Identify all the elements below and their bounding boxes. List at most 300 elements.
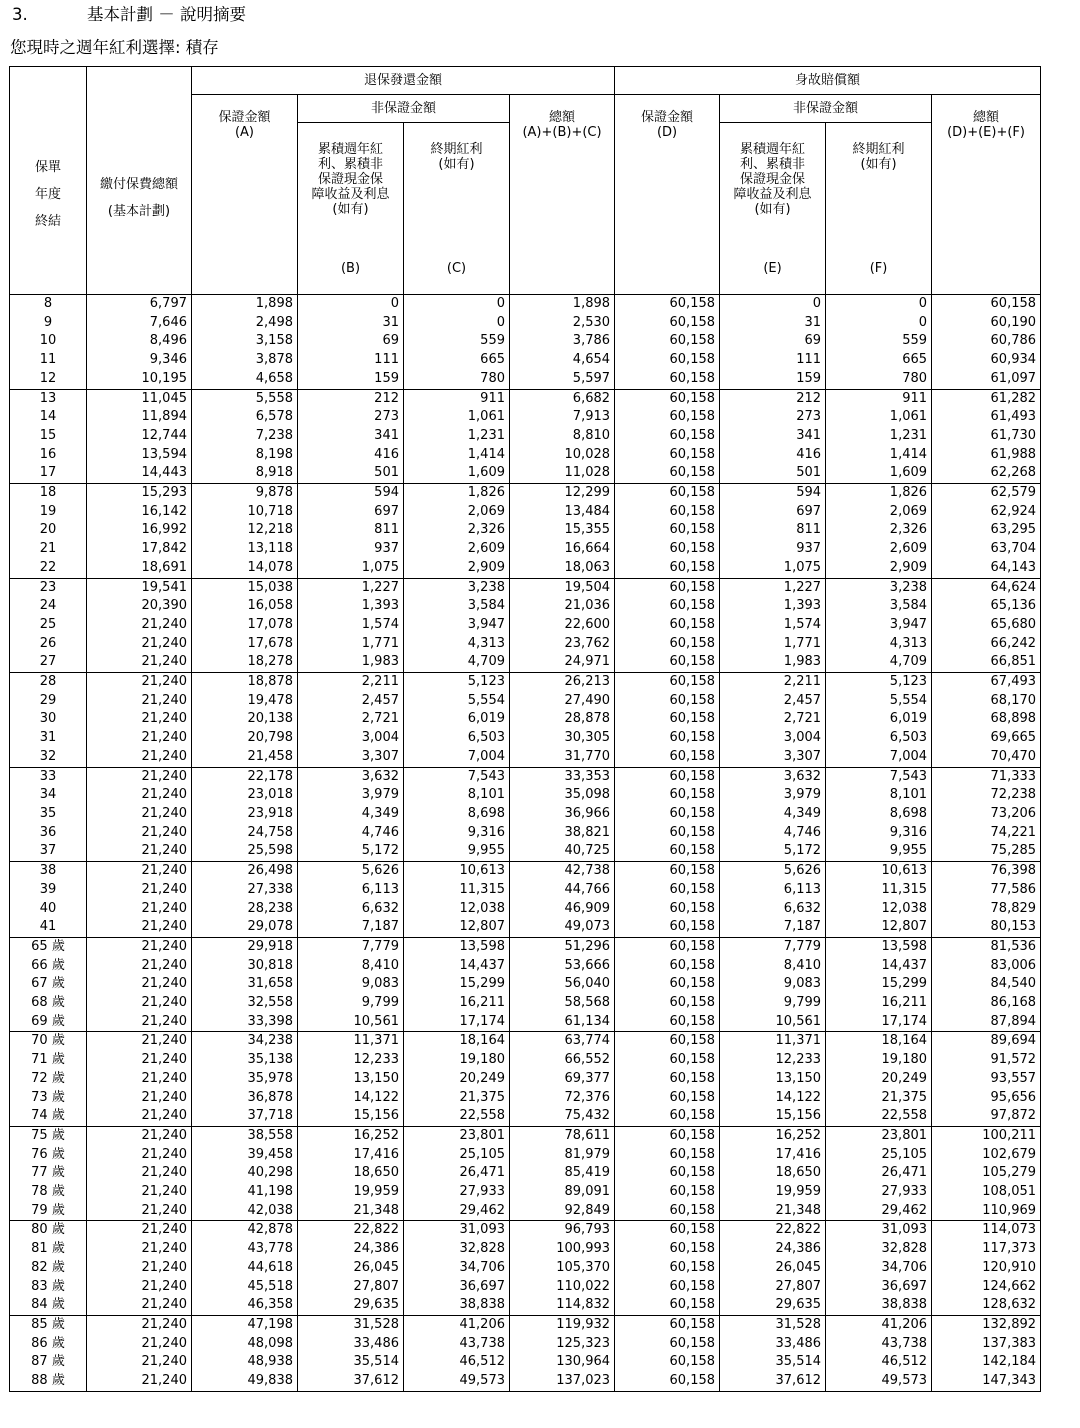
cell-terminal-f: 4,313 [826,635,932,654]
cell-total-surrender: 89,091 [510,1183,615,1202]
cell-terminal-f: 15,299 [826,975,932,994]
cell-total-surrender: 36,966 [510,805,615,824]
cell-total-premiums: 13,594 [87,446,192,465]
cell-total-premiums: 21,240 [87,692,192,711]
cell-accumulated-b: 1,574 [298,616,404,635]
cell-total-premiums: 21,240 [87,994,192,1013]
cell-total-premiums: 21,240 [87,842,192,861]
cell-terminal-c: 0 [404,295,510,314]
cell-policy-year: 40 [10,900,87,919]
cell-total-death: 67,493 [932,673,1041,692]
cell-guaranteed-a: 33,398 [192,1013,298,1032]
cell-accumulated-b: 35,514 [298,1353,404,1372]
cell-guaranteed-a: 47,198 [192,1315,298,1334]
cell-total-death: 70,470 [932,748,1041,767]
cell-total-surrender: 35,098 [510,786,615,805]
cell-guaranteed-a: 7,238 [192,427,298,446]
cell-accumulated-e: 3,004 [720,729,826,748]
cell-accumulated-b: 501 [298,464,404,483]
cell-accumulated-b: 69 [298,332,404,351]
cell-total-death: 84,540 [932,975,1041,994]
cell-guaranteed-a: 24,758 [192,824,298,843]
cell-total-death: 132,892 [932,1315,1041,1334]
cell-terminal-f: 17,174 [826,1013,932,1032]
cell-accumulated-e: 31,528 [720,1315,826,1334]
cell-guaranteed-a: 16,058 [192,597,298,616]
cell-accumulated-b: 37,612 [298,1372,404,1391]
cell-total-surrender: 28,878 [510,710,615,729]
cell-total-death: 105,279 [932,1164,1041,1183]
cell-accumulated-e: 0 [720,295,826,314]
cell-total-death: 76,398 [932,862,1041,881]
cell-total-death: 86,168 [932,994,1041,1013]
cell-terminal-f: 1,414 [826,446,932,465]
cell-terminal-c: 7,004 [404,748,510,767]
cell-accumulated-b: 5,172 [298,842,404,861]
cell-guaranteed-a: 17,678 [192,635,298,654]
cell-accumulated-e: 937 [720,540,826,559]
cell-policy-year: 80 歲 [10,1221,87,1240]
cell-guaranteed-a: 29,918 [192,937,298,956]
cell-accumulated-b: 5,626 [298,862,404,881]
cell-total-premiums: 21,240 [87,653,192,672]
cell-total-surrender: 5,597 [510,370,615,389]
table-row [10,1296,1041,1315]
table-row [10,937,1041,956]
cell-total-death: 97,872 [932,1107,1041,1126]
cell-accumulated-e: 273 [720,408,826,427]
cell-total-surrender: 7,913 [510,408,615,427]
cell-policy-year: 71 歲 [10,1051,87,1070]
cell-terminal-f: 1,231 [826,427,932,446]
cell-guaranteed-a: 41,198 [192,1183,298,1202]
cell-terminal-f: 780 [826,370,932,389]
cell-total-premiums: 21,240 [87,1335,192,1354]
cell-total-surrender: 119,932 [510,1315,615,1334]
cell-guaranteed-a: 29,078 [192,918,298,937]
cell-total-death: 95,656 [932,1089,1041,1108]
cell-total-surrender: 72,376 [510,1089,615,1108]
cell-total-surrender: 40,725 [510,842,615,861]
cell-accumulated-b: 2,721 [298,710,404,729]
cell-terminal-f: 29,462 [826,1202,932,1221]
cell-total-premiums: 21,240 [87,1240,192,1259]
cell-total-surrender: 100,993 [510,1240,615,1259]
cell-policy-year: 29 [10,692,87,711]
cell-total-surrender: 11,028 [510,464,615,483]
cell-terminal-c: 2,609 [404,540,510,559]
cell-guaranteed-a: 27,338 [192,881,298,900]
cell-accumulated-e: 10,561 [720,1013,826,1032]
cell-accumulated-e: 416 [720,446,826,465]
cell-terminal-f: 0 [826,295,932,314]
cell-guaranteed-a: 21,458 [192,748,298,767]
cell-total-death: 137,383 [932,1335,1041,1354]
cell-total-death: 93,557 [932,1070,1041,1089]
cell-terminal-f: 665 [826,351,932,370]
cell-terminal-f: 4,709 [826,653,932,672]
table-row [10,1032,1041,1051]
cell-total-surrender: 114,832 [510,1296,615,1315]
cell-policy-year: 79 歲 [10,1202,87,1221]
cell-accumulated-e: 9,799 [720,994,826,1013]
cell-policy-year: 27 [10,653,87,672]
cell-guaranteed-a: 12,218 [192,521,298,540]
cell-terminal-c: 8,101 [404,786,510,805]
cell-terminal-f: 27,933 [826,1183,932,1202]
cell-terminal-c: 4,313 [404,635,510,654]
cell-guaranteed-d: 60,158 [615,1335,720,1354]
cell-accumulated-e: 1,983 [720,653,826,672]
cell-accumulated-e: 6,113 [720,881,826,900]
cell-total-premiums: 21,240 [87,767,192,786]
table-row [10,1335,1041,1354]
cell-total-death: 74,221 [932,824,1041,843]
cell-terminal-f: 1,609 [826,464,932,483]
table-row [10,616,1041,635]
cell-terminal-c: 12,038 [404,900,510,919]
cell-policy-year: 84 歲 [10,1296,87,1315]
cell-accumulated-b: 4,349 [298,805,404,824]
cell-guaranteed-a: 9,878 [192,484,298,503]
cell-total-death: 108,051 [932,1183,1041,1202]
cell-guaranteed-d: 60,158 [615,1089,720,1108]
cell-total-surrender: 105,370 [510,1259,615,1278]
cell-accumulated-b: 1,983 [298,653,404,672]
table-row [10,578,1041,597]
cell-guaranteed-a: 13,118 [192,540,298,559]
cell-terminal-f: 6,503 [826,729,932,748]
cell-total-surrender: 38,821 [510,824,615,843]
cell-policy-year: 86 歲 [10,1335,87,1354]
cell-total-death: 63,295 [932,521,1041,540]
table-row [10,484,1041,503]
cell-accumulated-e: 13,150 [720,1070,826,1089]
cell-total-surrender: 69,377 [510,1070,615,1089]
cell-policy-year: 82 歲 [10,1259,87,1278]
cell-total-premiums: 17,842 [87,540,192,559]
cell-total-surrender: 16,664 [510,540,615,559]
cell-total-surrender: 12,299 [510,484,615,503]
cell-total-surrender: 21,036 [510,597,615,616]
header-policy-year-end: 保單 年度 終結 [10,67,87,295]
cell-accumulated-b: 1,075 [298,559,404,578]
cell-accumulated-e: 24,386 [720,1240,826,1259]
header-non-guaranteed-surrender: 非保證金額 [298,95,510,123]
cell-terminal-c: 29,462 [404,1202,510,1221]
cell-total-death: 63,704 [932,540,1041,559]
cell-guaranteed-a: 14,078 [192,559,298,578]
cell-total-surrender: 6,682 [510,389,615,408]
header-guaranteed-a: 保證金額 (A) [192,95,298,295]
table-row [10,295,1041,314]
cell-terminal-f: 9,955 [826,842,932,861]
cell-accumulated-e: 501 [720,464,826,483]
cell-total-surrender: 92,849 [510,1202,615,1221]
cell-policy-year: 41 [10,918,87,937]
cell-total-death: 73,206 [932,805,1041,824]
cell-terminal-c: 6,019 [404,710,510,729]
cell-guaranteed-d: 60,158 [615,446,720,465]
cell-accumulated-b: 6,632 [298,900,404,919]
cell-total-premiums: 21,240 [87,918,192,937]
cell-accumulated-b: 212 [298,389,404,408]
cell-policy-year: 39 [10,881,87,900]
cell-total-premiums: 12,744 [87,427,192,446]
cell-accumulated-e: 1,075 [720,559,826,578]
cell-terminal-c: 20,249 [404,1070,510,1089]
cell-total-death: 64,143 [932,559,1041,578]
table-row [10,1259,1041,1278]
cell-terminal-c: 34,706 [404,1259,510,1278]
cell-terminal-c: 1,414 [404,446,510,465]
cell-terminal-f: 14,437 [826,957,932,976]
cell-policy-year: 17 [10,464,87,483]
cell-guaranteed-a: 25,598 [192,842,298,861]
cell-guaranteed-a: 30,818 [192,957,298,976]
cell-total-surrender: 18,063 [510,559,615,578]
cell-policy-year: 38 [10,862,87,881]
cell-total-surrender: 75,432 [510,1107,615,1126]
cell-accumulated-b: 3,004 [298,729,404,748]
cell-terminal-f: 25,105 [826,1146,932,1165]
cell-total-surrender: 56,040 [510,975,615,994]
cell-guaranteed-d: 60,158 [615,635,720,654]
cell-total-death: 117,373 [932,1240,1041,1259]
cell-guaranteed-a: 20,138 [192,710,298,729]
cell-terminal-c: 32,828 [404,1240,510,1259]
cell-policy-year: 19 [10,503,87,522]
cell-accumulated-e: 8,410 [720,957,826,976]
cell-total-death: 83,006 [932,957,1041,976]
cell-total-death: 61,097 [932,370,1041,389]
cell-total-premiums: 7,646 [87,314,192,333]
section-number: 3. [12,5,28,24]
cell-total-surrender: 96,793 [510,1221,615,1240]
cell-guaranteed-a: 28,238 [192,900,298,919]
cell-guaranteed-a: 22,178 [192,767,298,786]
cell-total-death: 66,242 [932,635,1041,654]
cell-guaranteed-d: 60,158 [615,862,720,881]
cell-total-surrender: 22,600 [510,616,615,635]
cell-total-death: 71,333 [932,767,1041,786]
cell-accumulated-b: 27,807 [298,1278,404,1297]
cell-guaranteed-d: 60,158 [615,1032,720,1051]
cell-total-premiums: 21,240 [87,1278,192,1297]
cell-total-surrender: 4,654 [510,351,615,370]
cell-guaranteed-a: 46,358 [192,1296,298,1315]
cell-accumulated-e: 111 [720,351,826,370]
cell-total-surrender: 2,530 [510,314,615,333]
cell-total-death: 61,988 [932,446,1041,465]
table-row [10,408,1041,427]
cell-terminal-f: 0 [826,314,932,333]
cell-accumulated-e: 15,156 [720,1107,826,1126]
table-row [10,314,1041,333]
cell-guaranteed-d: 60,158 [615,484,720,503]
table-row [10,1013,1041,1032]
table-row [10,1221,1041,1240]
cell-total-surrender: 42,738 [510,862,615,881]
cell-policy-year: 13 [10,389,87,408]
cell-total-death: 124,662 [932,1278,1041,1297]
cell-guaranteed-d: 60,158 [615,1107,720,1126]
cell-terminal-c: 12,807 [404,918,510,937]
table-row [10,786,1041,805]
cell-guaranteed-d: 60,158 [615,1070,720,1089]
cell-accumulated-e: 14,122 [720,1089,826,1108]
header-total-premiums: 繳付保費總額 (基本計劃) [87,67,192,295]
cell-guaranteed-a: 31,658 [192,975,298,994]
cell-guaranteed-d: 60,158 [615,994,720,1013]
cell-policy-year: 16 [10,446,87,465]
cell-guaranteed-d: 60,158 [615,351,720,370]
cell-guaranteed-d: 60,158 [615,1278,720,1297]
cell-policy-year: 12 [10,370,87,389]
cell-guaranteed-a: 19,478 [192,692,298,711]
cell-guaranteed-a: 48,938 [192,1353,298,1372]
cell-total-surrender: 85,419 [510,1164,615,1183]
cell-total-premiums: 11,045 [87,389,192,408]
cell-guaranteed-d: 60,158 [615,1164,720,1183]
cell-total-premiums: 21,240 [87,1013,192,1032]
cell-guaranteed-d: 60,158 [615,1315,720,1334]
cell-total-premiums: 19,541 [87,578,192,597]
cell-total-premiums: 21,240 [87,862,192,881]
cell-guaranteed-d: 60,158 [615,729,720,748]
cell-total-premiums: 9,346 [87,351,192,370]
cell-total-premiums: 11,894 [87,408,192,427]
cell-total-premiums: 21,240 [87,635,192,654]
cell-accumulated-e: 1,393 [720,597,826,616]
cell-terminal-f: 13,598 [826,937,932,956]
cell-terminal-c: 3,238 [404,578,510,597]
table-row [10,332,1041,351]
cell-terminal-f: 3,238 [826,578,932,597]
table-row [10,692,1041,711]
cell-total-premiums: 21,240 [87,824,192,843]
cell-terminal-f: 38,838 [826,1296,932,1315]
cell-total-surrender: 137,023 [510,1372,615,1391]
cell-guaranteed-a: 40,298 [192,1164,298,1183]
cell-policy-year: 87 歲 [10,1353,87,1372]
section-title: 基本計劃 － 說明摘要 [87,5,246,24]
table-row [10,559,1041,578]
cell-policy-year: 66 歲 [10,957,87,976]
cell-accumulated-e: 2,211 [720,673,826,692]
cell-terminal-c: 36,697 [404,1278,510,1297]
cell-accumulated-e: 17,416 [720,1146,826,1165]
cell-accumulated-b: 2,457 [298,692,404,711]
cell-accumulated-b: 31,528 [298,1315,404,1334]
table-body [10,295,1041,1392]
cell-guaranteed-d: 60,158 [615,937,720,956]
cell-terminal-c: 41,206 [404,1315,510,1334]
cell-guaranteed-a: 20,798 [192,729,298,748]
cell-total-surrender: 44,766 [510,881,615,900]
cell-guaranteed-d: 60,158 [615,1221,720,1240]
cell-total-surrender: 3,786 [510,332,615,351]
cell-total-death: 62,924 [932,503,1041,522]
cell-accumulated-b: 9,083 [298,975,404,994]
cell-terminal-f: 34,706 [826,1259,932,1278]
cell-policy-year: 10 [10,332,87,351]
cell-total-death: 65,136 [932,597,1041,616]
cell-terminal-f: 26,471 [826,1164,932,1183]
cell-total-surrender: 26,213 [510,673,615,692]
cell-guaranteed-a: 35,978 [192,1070,298,1089]
cell-guaranteed-a: 2,498 [192,314,298,333]
cell-guaranteed-a: 1,898 [192,295,298,314]
cell-total-death: 114,073 [932,1221,1041,1240]
cell-guaranteed-a: 23,918 [192,805,298,824]
cell-accumulated-e: 3,979 [720,786,826,805]
cell-total-surrender: 33,353 [510,767,615,786]
cell-total-surrender: 125,323 [510,1335,615,1354]
cell-policy-year: 37 [10,842,87,861]
cell-terminal-f: 5,123 [826,673,932,692]
cell-total-death: 65,680 [932,616,1041,635]
table-row [10,1089,1041,1108]
cell-accumulated-b: 15,156 [298,1107,404,1126]
cell-terminal-c: 0 [404,314,510,333]
cell-guaranteed-a: 18,878 [192,673,298,692]
table-row [10,842,1041,861]
cell-policy-year: 33 [10,767,87,786]
cell-total-premiums: 21,240 [87,748,192,767]
cell-accumulated-b: 24,386 [298,1240,404,1259]
cell-accumulated-e: 19,959 [720,1183,826,1202]
benefit-illustration-table [9,66,1041,1392]
table-row [10,370,1041,389]
cell-accumulated-e: 18,650 [720,1164,826,1183]
cell-total-surrender: 53,666 [510,957,615,976]
cell-total-premiums: 10,195 [87,370,192,389]
cell-total-surrender: 51,296 [510,937,615,956]
cell-accumulated-e: 9,083 [720,975,826,994]
cell-guaranteed-a: 10,718 [192,503,298,522]
cell-accumulated-e: 1,771 [720,635,826,654]
cell-guaranteed-d: 60,158 [615,427,720,446]
cell-policy-year: 26 [10,635,87,654]
cell-accumulated-e: 22,822 [720,1221,826,1240]
cell-guaranteed-d: 60,158 [615,1146,720,1165]
cell-guaranteed-a: 26,498 [192,862,298,881]
cell-total-premiums: 21,240 [87,1372,192,1391]
cell-accumulated-b: 13,150 [298,1070,404,1089]
cell-guaranteed-d: 60,158 [615,521,720,540]
cell-guaranteed-d: 60,158 [615,1051,720,1070]
cell-guaranteed-d: 60,158 [615,805,720,824]
table-header [10,67,1041,295]
cell-terminal-f: 8,101 [826,786,932,805]
cell-policy-year: 78 歲 [10,1183,87,1202]
table-row [10,1353,1041,1372]
cell-accumulated-b: 14,122 [298,1089,404,1108]
cell-total-premiums: 18,691 [87,559,192,578]
cell-accumulated-b: 17,416 [298,1146,404,1165]
cell-guaranteed-a: 43,778 [192,1240,298,1259]
cell-terminal-c: 18,164 [404,1032,510,1051]
cell-guaranteed-d: 60,158 [615,314,720,333]
table-row [10,635,1041,654]
cell-terminal-c: 7,543 [404,767,510,786]
cell-guaranteed-d: 60,158 [615,1353,720,1372]
cell-total-surrender: 110,022 [510,1278,615,1297]
cell-policy-year: 18 [10,484,87,503]
cell-accumulated-e: 11,371 [720,1032,826,1051]
cell-policy-year: 72 歲 [10,1070,87,1089]
